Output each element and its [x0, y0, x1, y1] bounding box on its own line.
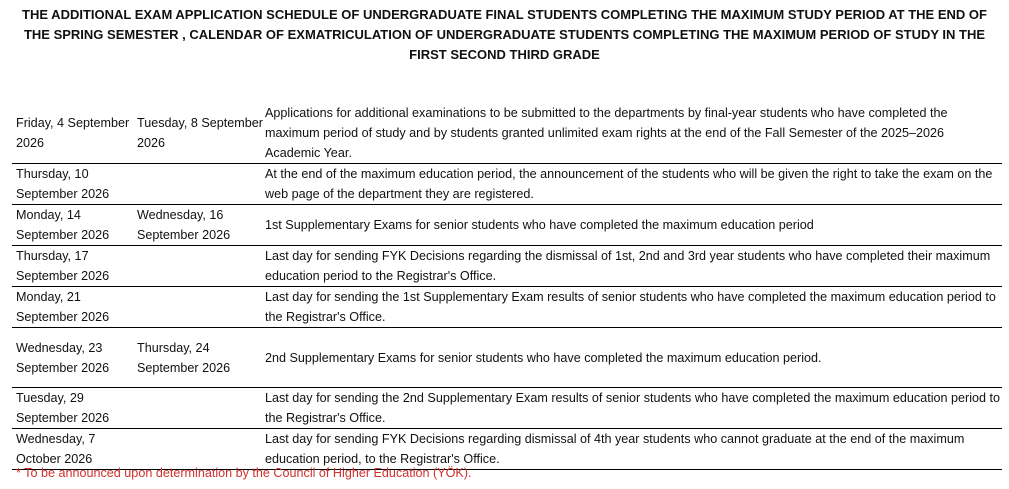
description: 1st Supplementary Exams for senior students who have completed the maximum education period [265, 218, 814, 232]
footnote: * To be announced upon determination by the Council of Higher Education (YÖK). [16, 466, 472, 480]
start-date: Monday, 21 September 2026 [16, 290, 110, 324]
table-row [12, 164, 1002, 205]
table-row [12, 388, 1002, 429]
description: Last day for sending FYK Decisions regarding dismissal of 4th year students who cannot graduate at the end of the maximum education period, to the Registrar's Office. [265, 432, 965, 466]
table-row [12, 246, 1002, 287]
end-date: Tuesday, 8 September 2026 [137, 116, 264, 150]
start-date: Wednesday, 23 September 2026 [16, 340, 110, 375]
table-row [12, 205, 1002, 246]
table-row [12, 287, 1002, 328]
description: Applications for additional examinations to be submitted to the departments by final-year students who have completed the maximum period of study and by students granted unlimited exam rights at the end of the Fall Semester of the 2025–2026 Academic Year. [265, 106, 948, 160]
description: Last day for sending FYK Decisions regarding the dismissal of 1st, 2nd and 3rd year students who have completed their maximum education period to the Registrar's Office. [265, 249, 991, 283]
description: Last day for sending the 1st Supplementary Exam results of senior students who have completed the maximum education period to the Registrar's Office. [265, 290, 996, 324]
end-date: Thursday, 24 September 2026 [137, 340, 231, 375]
start-date: Wednesday, 7 October 2026 [16, 432, 96, 466]
description: At the end of the maximum education period, the announcement of the students who will be given the right to take the exam on the web page of the department they are registered. [265, 167, 993, 201]
start-date: Friday, 4 September 2026 [16, 116, 130, 150]
end-date [137, 287, 263, 328]
start-date: Monday, 14 September 2026 [16, 208, 110, 242]
page-title: THE ADDITIONAL EXAM APPLICATION SCHEDULE OF UNDERGRADUATE FINAL STUDENTS COMPLETING THE MAXIMUM STUDY PERIOD AT THE END OF THE SPRING SEMESTER , CALENDAR OF EXMATRICULATION OF UNDERGRADUATE STUDENTS COMPLETING THE MAXIMUM PERIOD OF STUDY IN THE FIRST SECOND THIRD GRADE [22, 7, 987, 62]
start-date: Tuesday, 29 September 2026 [16, 391, 110, 425]
table-row [12, 328, 1002, 388]
end-date [137, 246, 263, 287]
end-date [137, 388, 263, 429]
description: Last day for sending the 2nd Supplementary Exam results of senior students who have completed the maximum education period to the Registrar's Office. [265, 391, 1001, 425]
end-date [137, 164, 263, 205]
description: 2nd Supplementary Exams for senior students who have completed the maximum education period. [265, 350, 822, 365]
start-date: Thursday, 10 September 2026 [16, 167, 110, 201]
end-date: Wednesday, 16 September 2026 [137, 208, 231, 242]
table-row [12, 103, 1002, 164]
schedule-table [12, 103, 1002, 470]
start-date: Thursday, 17 September 2026 [16, 249, 110, 283]
